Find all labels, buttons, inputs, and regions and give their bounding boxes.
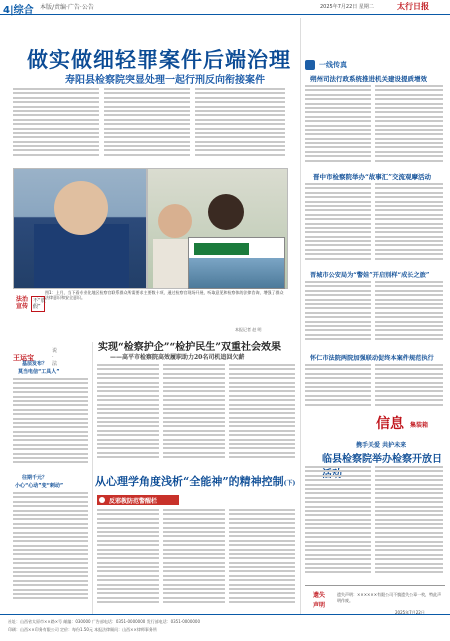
right-headline-4: 怀仁市法院两院加强联动促终本案件规范执行	[310, 355, 434, 362]
info-headline: 临县检察院举办检察开放日	[322, 454, 442, 465]
right-headline-1: 朔州司法行政系统推进机关建设提质增效	[310, 75, 427, 83]
lost-notice: 遗失 声明 遗失声明：××××××有限公司不慎遗失公章一枚，特此声明作废。 2025年7月22日	[305, 585, 445, 618]
right-body-2a	[305, 183, 371, 263]
left-item1-body	[13, 378, 88, 468]
right-body-1b	[375, 85, 443, 165]
anti-cult-banner: 反邪教防范警醒栏	[97, 495, 179, 505]
section-icon	[305, 60, 315, 70]
left-item2-sub: 小心“心动”变“刺动”	[15, 483, 64, 489]
lead-body-col2	[104, 88, 190, 162]
issue-date: 2025年7月22日 星期二	[320, 4, 374, 10]
left-item2-body	[13, 492, 88, 606]
left-divider	[92, 342, 93, 614]
practice-headline: 实现“检察护企”“检护民生”双重社会效果	[98, 342, 282, 353]
psych-body-2	[163, 509, 225, 611]
practice-body-3	[229, 364, 295, 466]
header-subtitle: 本版/责编·广告·公告	[40, 4, 94, 11]
lead-body-col3	[195, 88, 285, 162]
right-body-3b	[375, 281, 443, 345]
practice-subheadline: ——高平市检察院高效履职助力20名司机追回欠薪	[110, 354, 245, 361]
side-label-no-holiday: 不“放假”	[33, 298, 46, 310]
right-body-3a	[305, 281, 371, 345]
practice-body-1	[97, 364, 159, 466]
psych-body-1	[97, 509, 159, 611]
right-body-1a	[305, 85, 371, 165]
lead-body-col1	[13, 88, 99, 162]
right-body-2b	[375, 183, 443, 263]
psych-headline: 从心理学角度浅析“全能神”的精神控制(下)	[95, 475, 296, 488]
lead-credit: 本报记者 赵 明	[235, 327, 262, 332]
page-number: 4|综合	[3, 5, 34, 16]
right-body-4a	[305, 364, 371, 410]
right-headline-2: 晋中市检察院举办“故事汇”交流观摩活动	[313, 173, 431, 181]
left-section-label: 王运宝 说·法	[13, 348, 58, 367]
column-divider	[300, 18, 301, 614]
page-header	[0, 0, 450, 15]
lead-subheadline: 寿阳县检察院突显处理一起行刑反向衔接案件	[65, 75, 265, 86]
right-headline-3: 晋城市公安局为“警娃”开启别样“成长之旅”	[310, 272, 430, 279]
left-item2-title: 往期千元？	[22, 475, 48, 481]
info-body-a	[305, 466, 371, 581]
banner-icon	[99, 497, 105, 503]
psych-body-3	[229, 509, 295, 611]
page-footer: 社址：山西省太原市××路×号 邮编：030000 广告部电话：0351-0000000 发行部电话：0351-0000000 印刷：山西××印务有限公司 定价：每份1.50元 本报法律顾问：山西××律师事务所	[0, 614, 450, 641]
practice-body-2	[163, 364, 225, 466]
lead-photo-3	[188, 237, 285, 289]
lead-headline: 做实做细轻罪案件后端治理	[27, 47, 291, 72]
right-body-4b	[375, 364, 443, 410]
newspaper-logo: 太行日报	[397, 1, 429, 11]
info-body-b	[375, 466, 443, 581]
side-label-law-promo: 法治宣传	[16, 296, 29, 310]
left-item1-title: 基层发布？	[22, 361, 48, 367]
info-container-logo: 信息 集装箱	[376, 416, 429, 432]
lead-photo-1	[13, 168, 147, 289]
section-frontline: 一线传真	[305, 60, 441, 71]
info-kicker: 携手关爱 共护未来	[356, 442, 407, 449]
lead-photo-caption: 图1：上月，当下看专业化地区检察官联系群众所需要求主要数十项，通过检察官现场开展，听取意见和检察体的法律咨询，增强了群众法律意识和安全意识。	[45, 290, 284, 300]
left-item1-sub: 莫当电信“工具人”	[18, 369, 60, 375]
